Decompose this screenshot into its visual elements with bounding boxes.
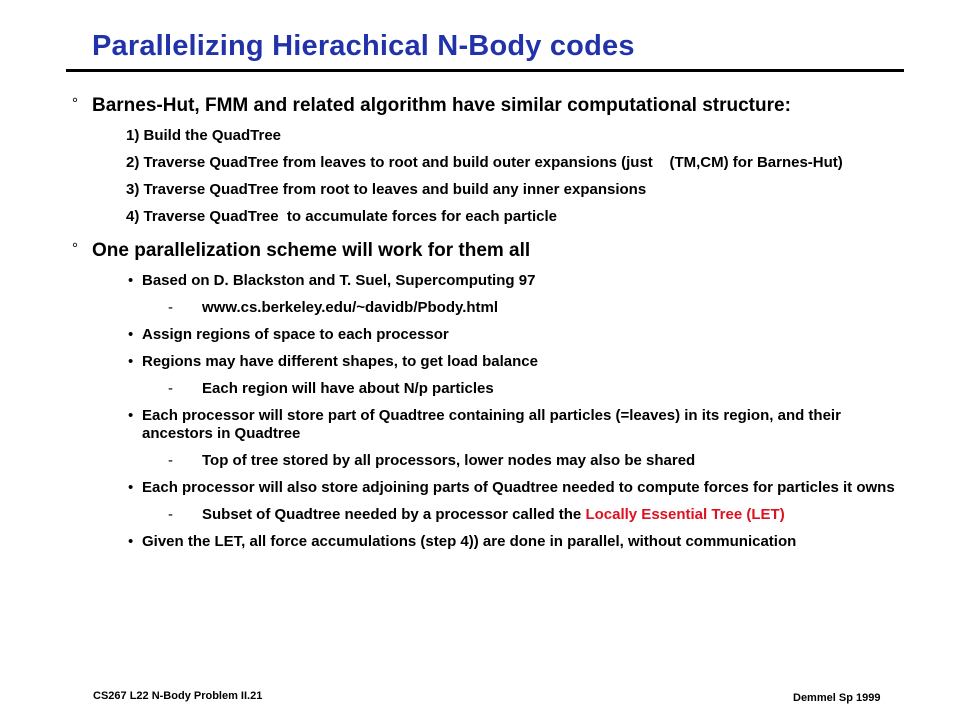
sub-bullet-marker: • [128,533,134,550]
dash-text: Subset of Quadtree needed by a processor called the [202,506,586,523]
bullet-marker: ° [72,95,78,112]
dash-marker: - [168,506,173,523]
sub-bullet-text: Each processor will store part of Quadtree containing all particles (=leaves) in its region, and their ancestors in Quadtree [142,407,841,442]
sub-bullet-text: Each processor will also store adjoining parts of Quadtree needed to compute forces for particles it owns [142,479,895,496]
bullet-level1 [72,95,902,117]
sub-bullet-text: Assign regions of space to each processor [142,326,449,343]
sub-bullet-marker: • [128,272,134,289]
sub-bullet [128,533,902,551]
url-text: www.cs.berkeley.edu/~davidb/Pbody.html [202,299,499,316]
sub-bullet [128,272,902,290]
dash-item [168,506,902,524]
dash-marker: - [168,452,173,469]
title-underline [66,69,904,72]
dash-item [168,452,902,470]
sub-bullet-text: Regions may have different shapes, to get load balance [142,353,538,370]
step-item [126,208,902,226]
sub-bullet [128,407,902,443]
step-text: 3) Traverse QuadTree from root to leaves and build any inner expansions [126,181,647,198]
sub-bullet [128,353,902,371]
dash-text: Top of tree stored by all processors, lower nodes may also be shared [202,452,696,469]
dash-text: Each region will have about N/p particles [202,380,494,397]
dash-item [168,380,902,398]
step-item [126,154,902,172]
dash-marker: - [168,380,173,397]
step-item [126,127,902,145]
step-text: 2) Traverse QuadTree from leaves to root and build outer expansions (just (TM,CM) for Barnes-Hut) [126,154,843,171]
slide-body [72,95,902,560]
dash-item [168,299,902,317]
sub-bullet-marker: • [128,353,134,370]
bullet-marker: ° [72,240,78,257]
bullet-text: One parallelization scheme will work for them all [92,240,531,261]
step-text: 1) Build the QuadTree [126,127,282,144]
sub-bullet-marker: • [128,479,134,496]
sub-bullet-marker: • [128,407,134,424]
let-highlight: Locally Essential Tree (LET) [585,506,785,523]
step-item [126,181,902,199]
bullet-text: Barnes-Hut, FMM and related algorithm have similar computational structure: [92,95,791,116]
step-text: 4) Traverse QuadTree to accumulate forces for each particle [126,208,558,225]
sub-bullet [128,479,902,497]
dash-marker: - [168,299,173,316]
bullet-level1 [72,240,902,262]
footer-course-label: CS267 L22 N-Body Problem II.21 [93,690,263,702]
sub-bullet [128,326,902,344]
sub-bullet-text: Based on D. Blackston and T. Suel, Supercomputing 97 [142,272,536,289]
footer-author-label: Demmel Sp 1999 [793,692,881,704]
sub-bullet-marker: • [128,326,134,343]
sub-bullet-text: Given the LET, all force accumulations (step 4)) are done in parallel, without communication [142,533,797,550]
slide-title: Parallelizing Hierachical N-Body codes [92,30,635,62]
